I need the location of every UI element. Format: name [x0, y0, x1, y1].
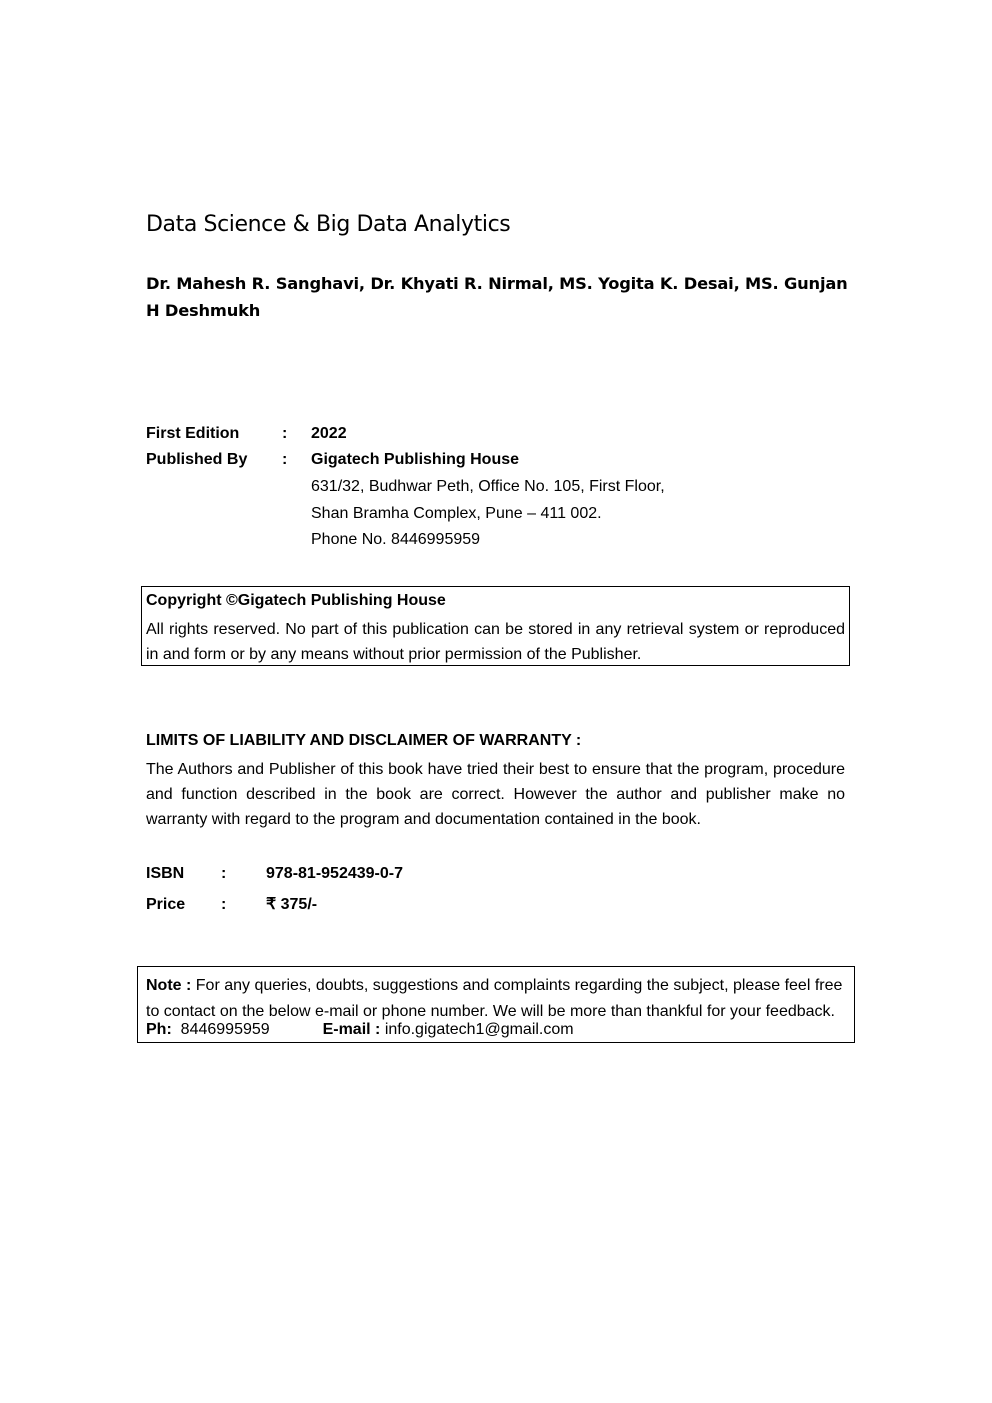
note-contact-line — [146, 1021, 574, 1039]
note-box — [137, 966, 855, 1043]
note-text: For any queries, doubts, suggestions and complaints regarding the subject, please feel free to contact on the below e-mail or phone number. We will be more than thankful for your feedback. — [146, 977, 843, 1020]
book-authors: Dr. Mahesh R. Sanghavi, Dr. Khyati R. Nirmal, MS. Yogita K. Desai, MS. Gunjan H Deshmukh — [146, 274, 848, 320]
book-title: Data Science & Big Data Analytics — [146, 212, 511, 237]
publisher-name: Gigatech Publishing House — [311, 451, 520, 468]
address-line-1-text: 631/32, Budhwar Peth, Office No. 105, First Floor, — [311, 478, 665, 495]
price-value: ₹ 375/- — [266, 896, 318, 913]
copyright-text: All rights reserved. No part of this publication can be stored in any retrieval system or reproduced in and form or by any means without prior permission of the Publisher. — [146, 621, 845, 663]
phone-label: Ph: — [146, 1021, 172, 1038]
copyright-box — [141, 586, 850, 666]
note-label: Note : — [146, 977, 192, 994]
phone-value: 8446995959 — [180, 1021, 270, 1038]
isbn-value: 978-81-952439-0-7 — [266, 865, 403, 882]
address-line-2-text: Shan Bramha Complex, Pune – 411 002. — [311, 505, 602, 522]
edition-value: 2022 — [311, 425, 347, 442]
publisher-phone-text: Phone No. 8446995959 — [311, 531, 481, 548]
copyright-title: Copyright ©Gigatech Publishing House — [146, 592, 446, 609]
edition-separator: : — [282, 425, 288, 442]
edition-label: First Edition — [146, 425, 240, 442]
price-separator: : — [221, 896, 227, 913]
price-label: Price — [146, 896, 186, 913]
isbn-separator: : — [221, 865, 227, 882]
disclaimer-text: The Authors and Publisher of this book have tried their best to ensure that the program, procedure and function described in the book are correct. However the author and publisher make no warranty with regard to the program and documentation contained in the book. — [146, 761, 845, 828]
publisher-separator: : — [282, 451, 288, 468]
email-value: info.gigatech1@gmail.com — [384, 1021, 574, 1038]
disclaimer-heading: LIMITS OF LIABILITY AND DISCLAIMER OF WARRANTY : — [146, 732, 582, 749]
published-by-label: Published By — [146, 451, 248, 468]
email-label: E-mail : — [322, 1021, 381, 1038]
isbn-label: ISBN — [146, 865, 185, 882]
note-text-block — [146, 973, 850, 1025]
